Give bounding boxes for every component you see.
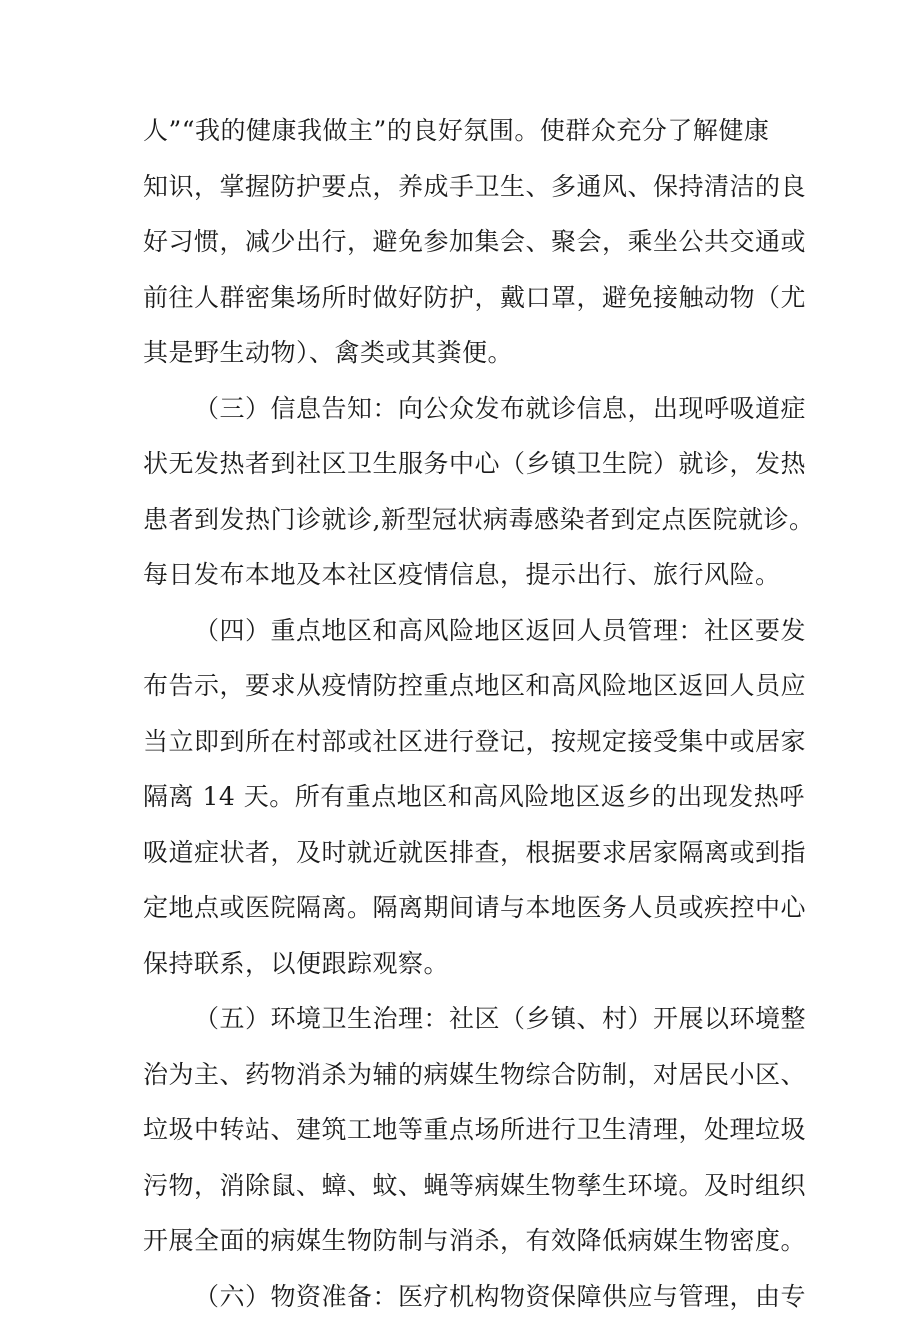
text-line: 前往人群密集场所时做好防护，戴口罩，避免接触动物（尤 <box>143 270 783 326</box>
text-line: 当立即到所在村部或社区进行登记，按规定接受集中或居家 <box>143 714 783 770</box>
text-line: 布告示，要求从疫情防控重点地区和高风险地区返回人员应 <box>143 658 783 714</box>
text-line: 吸道症状者，及时就近就医排查，根据要求居家隔离或到指 <box>143 825 783 881</box>
text-line: 定地点或医院隔离。隔离期间请与本地医务人员或疾控中心 <box>143 880 783 936</box>
section-heading-line: （四）重点地区和高风险地区返回人员管理：社区要发 <box>143 603 783 659</box>
text-line: 状无发热者到社区卫生服务中心（乡镇卫生院）就诊，发热 <box>143 436 783 492</box>
text-line: 人”“我的健康我做主”的良好氛围。使群众充分了解健康 <box>143 103 783 159</box>
document-body <box>143 103 783 1324</box>
section-heading-line: （五）环境卫生治理：社区（乡镇、村）开展以环境整 <box>143 991 783 1047</box>
text-line: 患者到发热门诊就诊,新型冠状病毒感染者到定点医院就诊。 <box>143 492 783 548</box>
text-line: 保持联系，以便跟踪观察。 <box>143 936 783 992</box>
section-heading-line: （三）信息告知：向公众发布就诊信息，出现呼吸道症 <box>143 381 783 437</box>
text-line: 开展全面的病媒生物防制与消杀，有效降低病媒生物密度。 <box>143 1213 783 1269</box>
text-line: 其是野生动物）、禽类或其粪便。 <box>143 325 783 381</box>
text-line: 每日发布本地及本社区疫情信息，提示出行、旅行风险。 <box>143 547 783 603</box>
text-line: 治为主、药物消杀为辅的病媒生物综合防制，对居民小区、 <box>143 1047 783 1103</box>
text-line: 隔离 14 天。所有重点地区和高风险地区返乡的出现发热呼 <box>143 769 783 825</box>
text-line: 污物，消除鼠、蟑、蚊、蝇等病媒生物孳生环境。及时组织 <box>143 1158 783 1214</box>
text-line: 知识，掌握防护要点，养成手卫生、多通风、保持清洁的良 <box>143 159 783 215</box>
section-heading-line: （六）物资准备：医疗机构物资保障供应与管理，由专 <box>143 1269 783 1324</box>
text-line: 垃圾中转站、建筑工地等重点场所进行卫生清理，处理垃圾 <box>143 1102 783 1158</box>
text-line: 好习惯，减少出行，避免参加集会、聚会，乘坐公共交通或 <box>143 214 783 270</box>
